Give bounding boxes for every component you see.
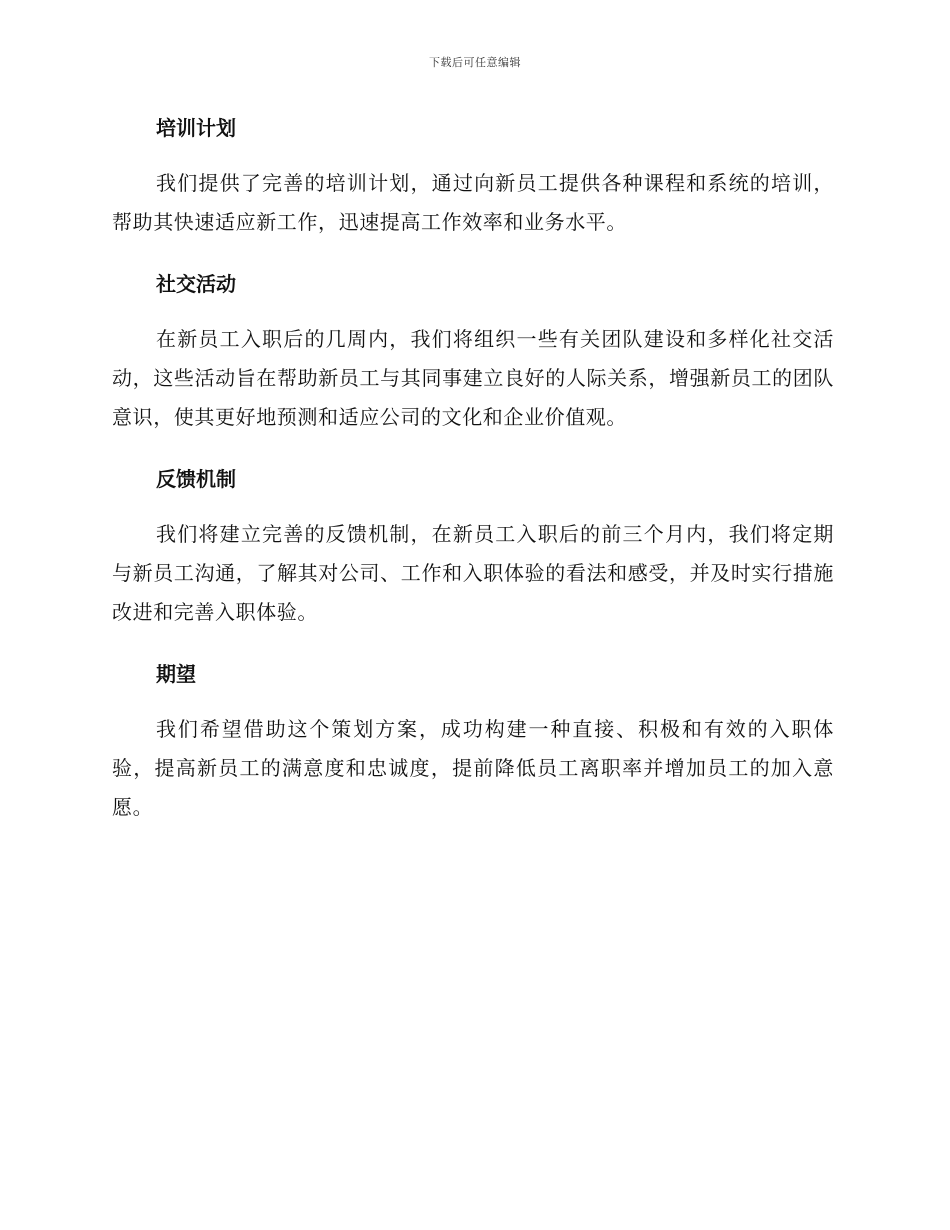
section-paragraph: 在新员工入职后的几周内，我们将组织一些有关团队建设和多样化社交活动，这些活动旨在帮助新员工与其同事建立良好的人际关系，增强新员工的团队意识，使其更好地预测和适应公司的文化和企业价值观。 [112,327,834,429]
document-body [112,112,834,853]
section-paragraph: 我们希望借助这个策划方案，成功构建一种直接、积极和有效的入职体验，提高新员工的满意度和忠诚度，提前降低员工离职率并增加员工的加入意愿。 [112,717,834,819]
section-heading: 社交活动 [156,272,236,296]
section-training [112,112,834,242]
section-paragraph: 我们提供了完善的培训计划，通过向新员工提供各种课程和系统的培训，帮助其快速适应新工作，迅速提高工作效率和业务水平。 [112,171,834,234]
section-heading: 反馈机制 [156,467,236,491]
section-heading: 期望 [156,662,196,686]
section-feedback [112,463,834,632]
section-social [112,268,834,437]
section-heading: 培训计划 [156,116,236,140]
page-header-note: 下载后可任意编辑 [429,56,521,69]
section-expectation [112,658,834,827]
section-paragraph: 我们将建立完善的反馈机制，在新员工入职后的前三个月内，我们将定期与新员工沟通，了解其对公司、工作和入职体验的看法和感受，并及时实行措施改进和完善入职体验。 [112,522,834,624]
